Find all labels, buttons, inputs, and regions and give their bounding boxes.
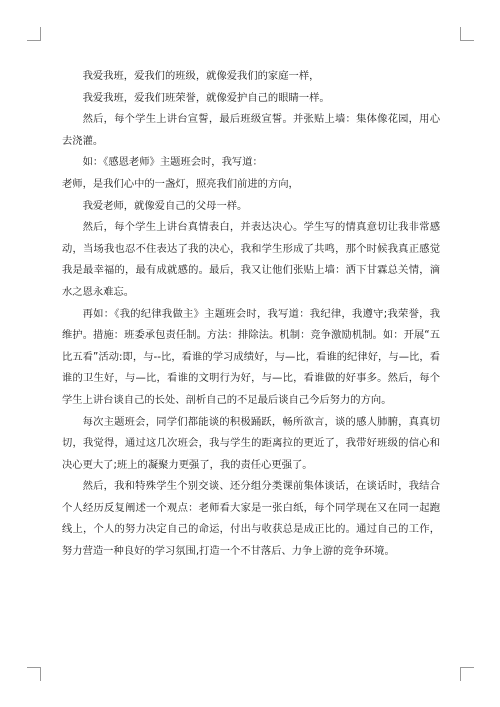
crop-mark-bottom-right [460,667,474,681]
crop-mark-bottom-left [27,667,41,681]
paragraph: 然后，每个学生上讲台真情表白，并表达决心。学生写的情真意切让我非常感动，当场我也忍不住表达了我的决心，我和学生形成了共鸣，那个时候我真正感觉我是最幸福的，最有成就感的。最后，我又让他们张贴上墙：洒下甘霖总关情，滴水之恩永难忘。 [62,221,440,298]
paragraph: 我爱我班，爱我们的班级，就像爱我们的家庭一样， [82,70,320,82]
paragraph: 每次主题班会，同学们都能谈的积极踊跃，畅所欲言，谈的感人肺腑，真真切切，我觉得，通过这几次班会，我与学生的距离拉的更近了，我带好班级的信心和决心更大了;班上的凝聚力更强了，我的责任心更强了。 [62,415,440,471]
paragraph: 然后，每个学生上讲台宣誓，最后班级宣誓。并张贴上墙：集体像花园，用心去浇灌。 [62,113,440,147]
crop-mark-top-left [27,27,41,41]
document-body [62,66,440,563]
paragraph: 我爱老师，就像爱自己的父母一样。 [82,199,248,212]
paragraph: 再如：《我的纪律我做主》主题班会时，我写道：我纪律，我遵守;我荣誉，我维护。措施：班委承包责任制。方法：排除法。机制：竞争激励机制。如：开展“五比五看”活动:即，与--比，看谁的学习成绩好，与—比，看谁的纪律好，与—比，看谁的卫生好，与—比，看谁的文明行为好，与—比，看谁做的好事多。然后，每个学生上讲台谈自己的长处、剖析自己的不足最后谈自己今后努力的方向。 [62,307,440,406]
crop-mark-top-right [460,27,474,41]
paragraph: 老师，是我们心中的一盏灯，照亮我们前进的方向， [62,177,299,190]
paragraph: 然后，我和特殊学生个别交谈、还分组分类课前集体谈话，在谈话时，我结合个人经历反复阐述一个观点：老师看大家是一张白纸，每个同学现在又在同一起跑线上，个人的努力决定自己的命运，付出与收获总是成正比的。通过自己的工作，努力营造一种良好的学习氛围,打造一个不甘落后、力争上游的竞争环境。 [62,480,440,558]
paragraph: 我爱我班，爱我们班荣誉，就像爱护自己的眼睛一样。 [82,91,330,104]
paragraph: 如：《感恩老师》主题班会时，我写道： [82,156,263,169]
